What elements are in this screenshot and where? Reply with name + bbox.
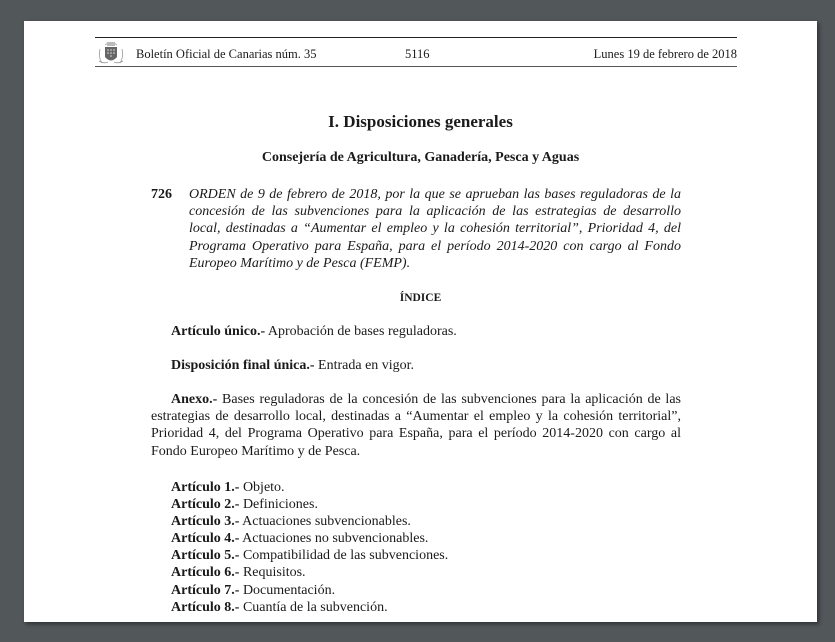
- article-text: Objeto.: [239, 480, 285, 495]
- index-title: ÍNDICE: [399, 292, 442, 304]
- article-label: Artículo 7.-: [171, 582, 240, 598]
- article-text: Cuantía de la subvención.: [239, 599, 388, 615]
- header-top-rule: [95, 37, 737, 38]
- article-item: [171, 599, 448, 616]
- article-text: Actuaciones no subvencionables.: [239, 531, 429, 547]
- order-title: ORDEN de 9 de febrero de 2018, por la que se aprueban las bases reguladoras de la concesión de las subvenciones para la aplicación de las estrategias de desarrollo local, destinadas a “Aumentar el empleo y la cohesión territorial”, Prioridad 4, del Programa Operativo para España, para el período 2014-2020 con cargo al Fondo Europeo Marítimo y de Pesca (FEMP).: [189, 187, 681, 271]
- article-list: [171, 479, 448, 616]
- article-label: Artículo 1.-: [171, 480, 240, 495]
- article-label: Artículo 3.-: [171, 514, 240, 530]
- article-item: [171, 582, 448, 599]
- article-item: [171, 530, 448, 547]
- order-block: [151, 186, 681, 272]
- page-number: 5116: [405, 47, 430, 61]
- article-label: Artículo 6.-: [171, 565, 240, 581]
- entry-label: Artículo único.-: [171, 324, 266, 339]
- article-item: [171, 496, 448, 513]
- entry-label: Anexo.-: [171, 392, 218, 407]
- section-title: I. Disposiciones generales: [328, 112, 513, 131]
- department-title: Consejería de Agricultura, Ganadería, Pesca y Aguas: [261, 150, 580, 165]
- article-label: Artículo 8.-: [171, 599, 240, 615]
- article-label: Artículo 5.-: [171, 548, 240, 564]
- coat-of-arms-icon: [96, 39, 126, 65]
- article-text: Definiciones.: [239, 497, 318, 513]
- article-text: Compatibilidad de las subvenciones.: [239, 548, 449, 564]
- article-label: Artículo 4.-: [171, 531, 240, 547]
- entry-text: Bases reguladoras de la concesión de las subvenciones para la aplicación de las estrategias de desarrollo local, destinadas a “Aumentar el empleo y la cohesión territorial”, Prioridad 4, del Programa Operativo para España, para el período 2014-2020 con cargo al Fondo Europeo Marítimo y de Pesca.: [151, 392, 681, 459]
- header-bottom-rule: [95, 66, 737, 67]
- article-text: Requisitos.: [239, 565, 306, 581]
- article-item: [171, 547, 448, 564]
- article-text: Documentación.: [239, 582, 336, 598]
- index-entry-articulo-unico: [151, 323, 681, 340]
- document-page: [24, 21, 817, 622]
- order-number: 726: [151, 187, 172, 202]
- article-item: [171, 513, 448, 530]
- article-label: Artículo 2.-: [171, 497, 240, 513]
- article-item: [171, 564, 448, 581]
- entry-label: Disposición final única.-: [171, 358, 315, 373]
- index-entry-anexo: [151, 391, 681, 460]
- publication-date: Lunes 19 de febrero de 2018: [593, 47, 737, 61]
- publication-name: Boletín Oficial de Canarias núm. 35: [136, 47, 317, 61]
- index-entry-disposicion-final: [151, 357, 681, 374]
- article-text: Actuaciones subvencionables.: [239, 514, 411, 530]
- entry-text: Aprobación de bases reguladoras.: [265, 324, 457, 339]
- entry-text: Entrada en vigor.: [314, 358, 415, 373]
- article-item: [171, 479, 448, 496]
